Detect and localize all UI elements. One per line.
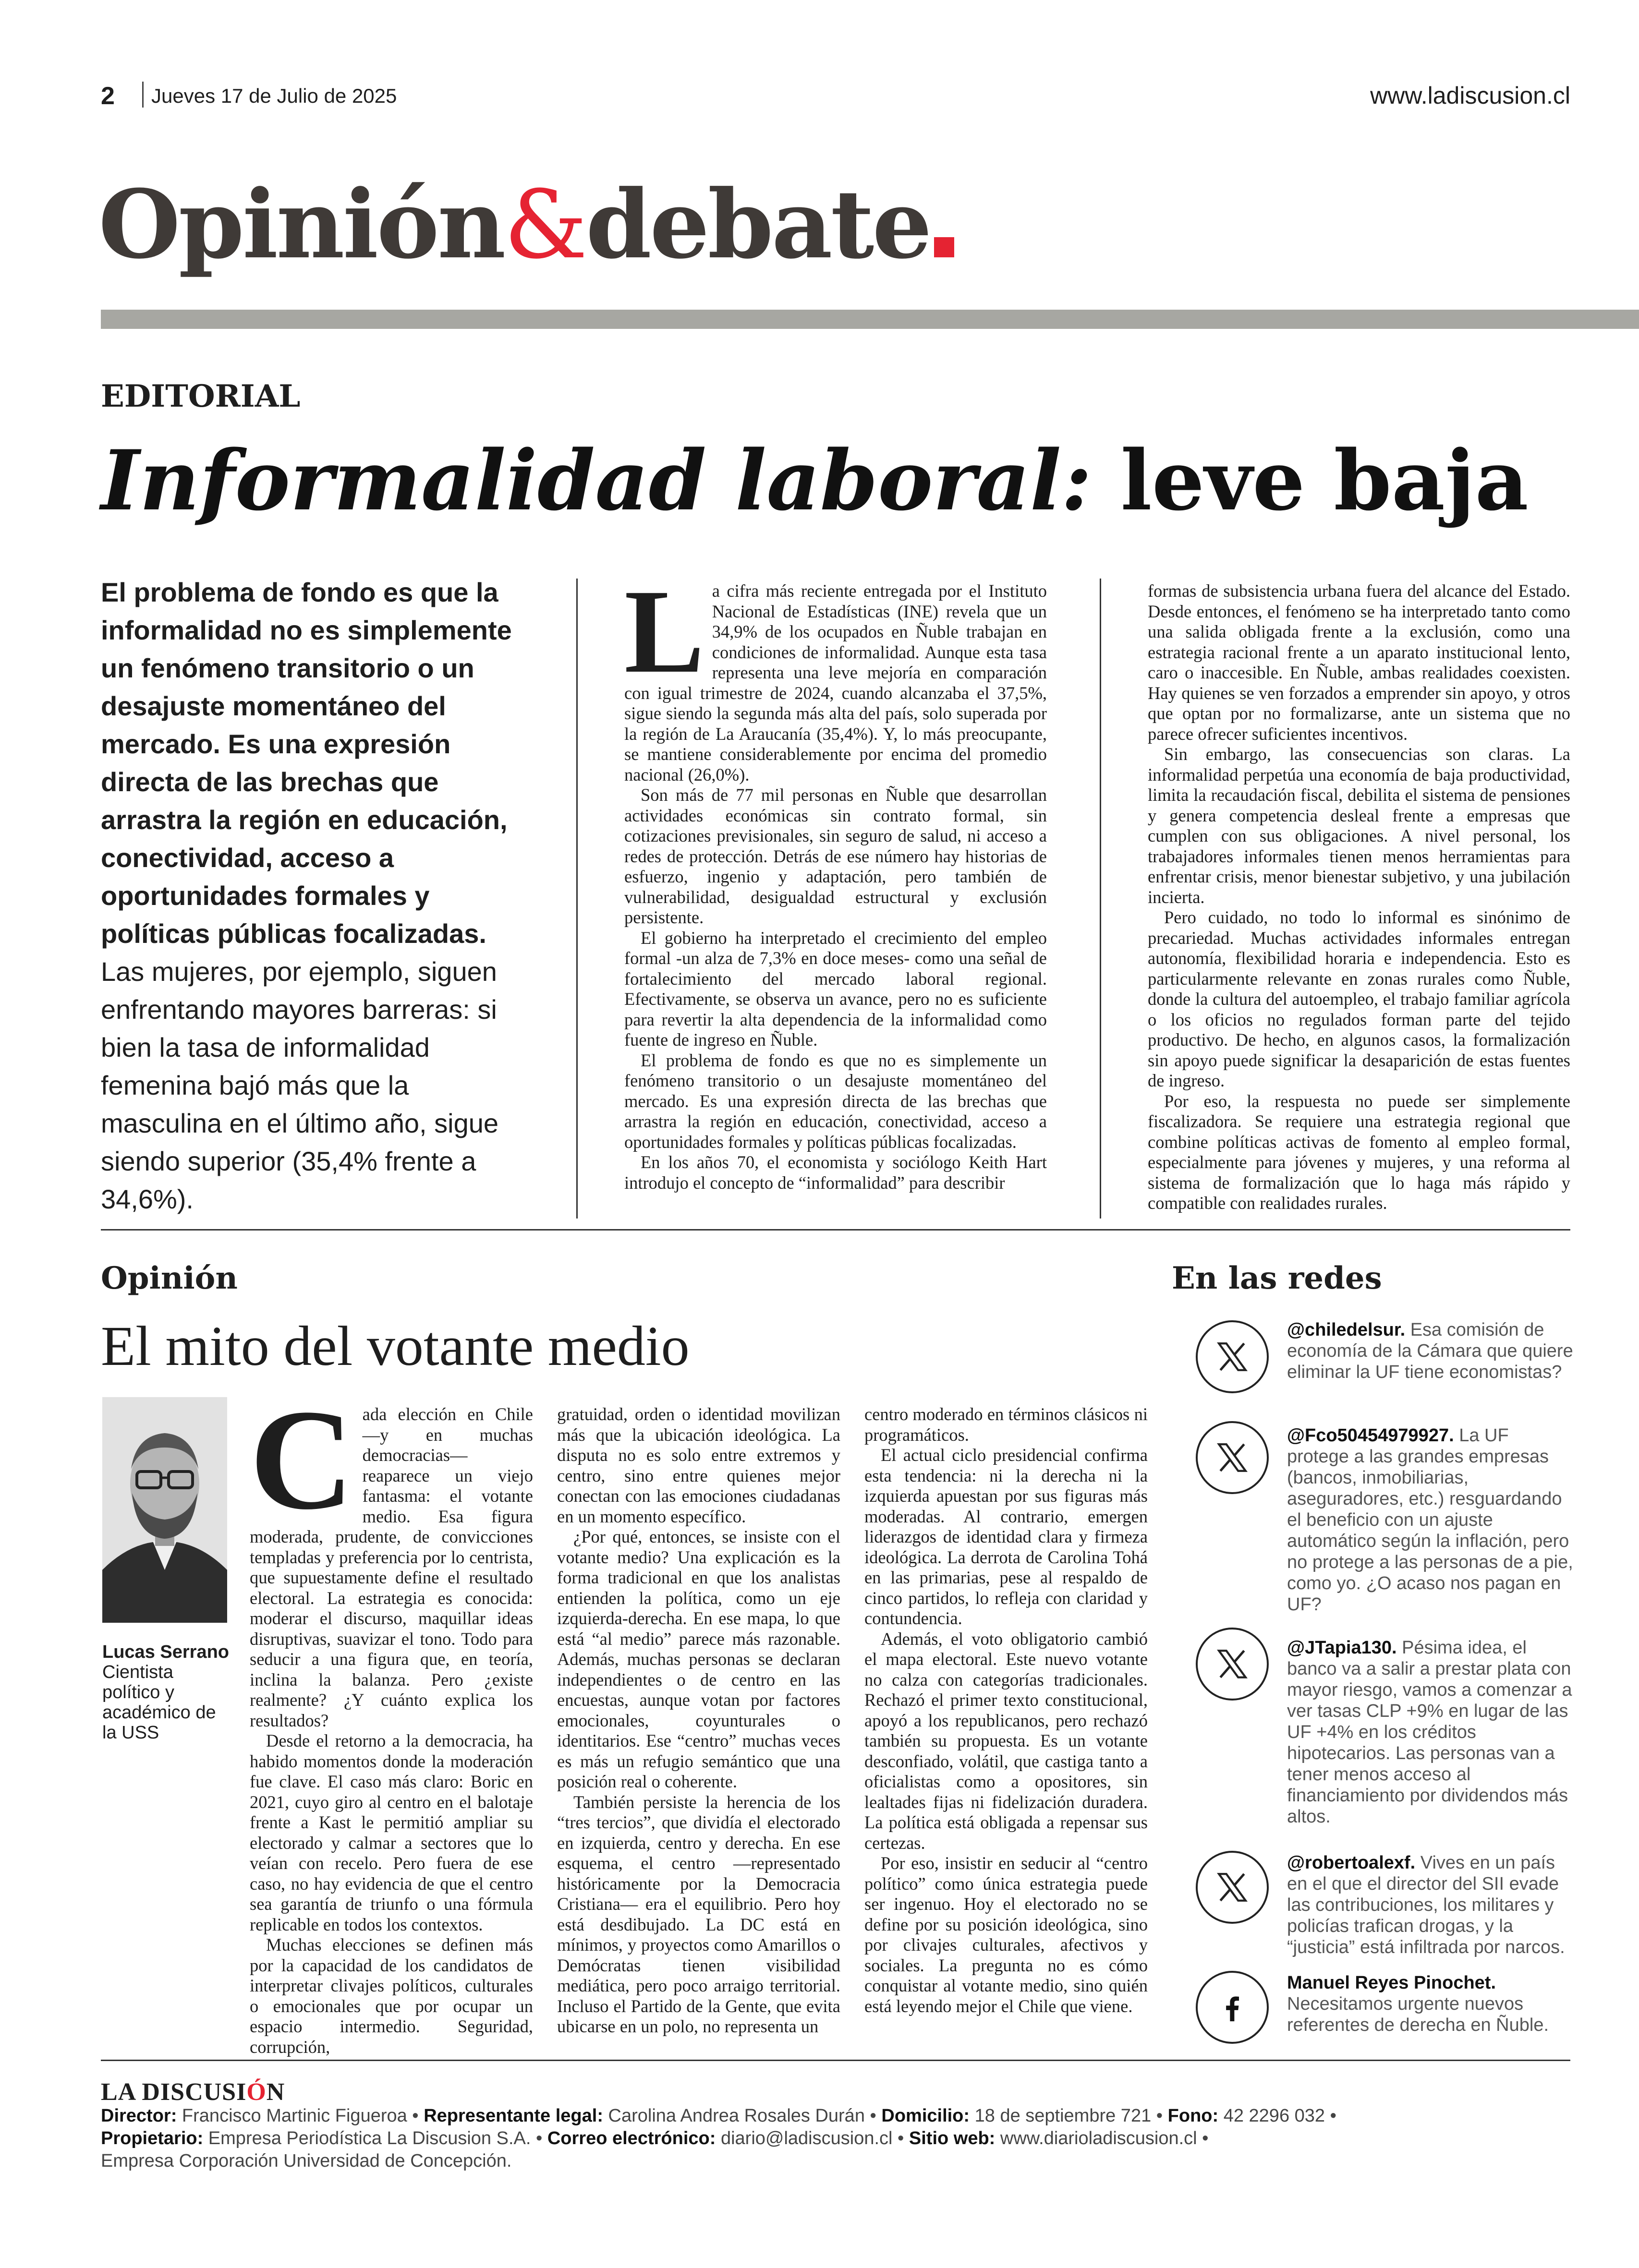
editorial-title-rest: leve baja (1092, 432, 1529, 529)
header-divider (142, 82, 144, 108)
footer-credits-line-1: Director: Francisco Martinic Figueroa • Representante legal: Carolina Andrea Rosales Durán • Domicilio: 18 de septiembre 721 • Fono: 42 2296 032 • (101, 2106, 1336, 2126)
author-name: Lucas Serrano (102, 1642, 229, 1662)
newspaper-logo: LA DISCUSIÓN (101, 2078, 285, 2106)
footer-divider (101, 2060, 1570, 2061)
paragraph: El problema de fondo es que no es simplemente un fenómeno transitorio o un desajuste momentáneo del mercado. Es una expresión directa de las brechas que arrastra la región en educación, conectividad, acceso a oportunidades formales y políticas públicas focalizadas. (624, 1050, 1047, 1152)
footer-credits-line-3: Empresa Corporación Universidad de Concepción. (101, 2151, 512, 2171)
post-handle[interactable]: @JTapia130. (1287, 1638, 1397, 1658)
footer-label: Representante legal: (424, 2106, 603, 2126)
paragraph: Por eso, la respuesta no puede ser simplemente fiscalizadora. Se requiere una estrategia regional que combine políticas activas de fomento al empleo formal, especialmente para jóvenes y mujeres, y una reforma al sistema de formalización que lo haga más rápido y compatible con realidades rurales. (1148, 1091, 1570, 1213)
social-post (1287, 1319, 1575, 1383)
footer-label: Director: (101, 2106, 177, 2126)
opinion-column-3 (864, 1404, 1148, 2016)
footer-credits-line-2: Propietario: Empresa Periodística La Discusion S.A. • Correo electrónico: diario@ladiscusion.cl • Sitio web: www.diarioladiscusion.cl • (101, 2128, 1209, 2148)
post-text: Necesitamos urgente nuevos referentes de derecha en Ñuble. (1287, 1994, 1549, 2035)
author-role: Cientista político y académico de la USS (102, 1662, 216, 1743)
opinion-title: El mito del votante medio (101, 1315, 690, 1377)
post-handle[interactable]: @robertoalexf. (1287, 1853, 1416, 1873)
editorial-title-italic: Informalidad laboral: (101, 432, 1092, 529)
social-post (1287, 1637, 1575, 1827)
author-portrait (102, 1397, 227, 1623)
paragraph: ¿Por qué, entonces, se insiste con el votante medio? Una explicación es la forma tradicional en que los analistas entienden la política, como un eje izquierda-derecha. En ese mapa, lo que está “al medio” parece más razonable. Además, muchas personas se declaran independientes o de centro en las encuestas, aunque votan por factores emocionales, coyunturales o identitarios. Ese “centro” muchas veces es más un refugio semántico que una posición real o coherente. (557, 1527, 840, 1791)
issue-date: Jueves 17 de Julio de 2025 (151, 84, 397, 107)
x-logo-icon[interactable] (1196, 1851, 1269, 1924)
post-handle[interactable]: @Fco50454979927. (1287, 1425, 1454, 1446)
footer-email[interactable]: diario@ladiscusion.cl • (716, 2128, 909, 2148)
editorial-title (101, 432, 1529, 529)
paragraph: El actual ciclo presidencial confirma esta tendencia: ni la derecha ni la izquierda apuestan por sus figuras más moderadas. Al contrario, emergen liderazgos de identidad clara y firmeza ideológica. La derrota de Carolina Tohá en las primarias, pese al respaldo de cinco partidos, lo refleja con claridad y contundencia. (864, 1445, 1148, 1628)
column-divider (1100, 579, 1101, 1218)
opinion-column-1 (250, 1380, 533, 2057)
post-handle[interactable]: @chiledelsur. (1287, 1320, 1406, 1340)
paragraph: La cifra más reciente entregada por el Instituto Nacional de Estadísticas (INE) revela que un 34,9% de los ocupados en Ñuble trabajan en condiciones de informalidad. Aunque esta tasa representa una leve mejoría en comparación con igual trimestre de 2024, cuando alcanzaba el 37,5%, sigue siendo la segunda más alta del país, solo superada por la región de La Araucanía (35,4%). Y, lo más preocupante, se mantiene considerablemente por encima del promedio nacional (26,0%). (624, 565, 1047, 784)
footer-label: Propietario: (101, 2128, 204, 2148)
masthead-rule (101, 310, 1639, 329)
paragraph: Pero cuidado, no todo lo informal es sinónimo de precariedad. Muchas actividades informales entregan autonomía, flexibilidad horaria e independencia. Esto es particularmente relevante en zonas rurales como Ñuble, donde la cultura del autoempleo, el trabajo familiar agrícola o los oficios no regulados forman parte del tejido productivo. De hecho, en algunos casos, la formalización sin apoyo puede significar la desaparición de estas fuentes de ingreso. (1148, 907, 1570, 1090)
social-post (1287, 1425, 1575, 1615)
drop-cap: C (250, 1380, 354, 1539)
column-divider (576, 579, 578, 1218)
paragraph: Muchas elecciones se definen más por la capacidad de los candidatos de interpretar clivajes políticos, culturales o emocionales que por ocupar un espacio intermedio. Seguridad, corrupción, (250, 1935, 533, 2057)
footer-label: Domicilio: (881, 2106, 970, 2126)
post-text: Vives en un país en el que el director del SII evade las contribuciones, los militares y policías trafican drogas, y la “justicia” está infiltrada por narcos. (1287, 1853, 1565, 1957)
social-post (1287, 1972, 1575, 2036)
paragraph: centro moderado en términos clásicos ni programáticos. (864, 1404, 1148, 1445)
editorial-column-1 (624, 565, 1047, 1193)
paragraph: El gobierno ha interpretado el crecimiento del empleo formal -un alza de 7,3% en doce meses- como una señal de fortalecimiento del mercado laboral regional. Efectivamente, se observa un avance, pero no es suficiente para revertir la alta dependencia de la informalidad como fuente de ingreso en Ñuble. (624, 928, 1047, 1050)
paragraph: En los años 70, el economista y sociólogo Keith Hart introdujo el concepto de “informalidad” para describir (624, 1152, 1047, 1193)
paragraph: Además, el voto obligatorio cambió el mapa electoral. Este nuevo votante no calza con categorías tradicionales. Rechazó el primer texto constitucional, apoyó a los republicanos, pero rechazó también su propuesta. Es un votante desconfiado, volátil, que castiga tanto a oficialistas como a opositores, sin lealtades fijas ni fidelización duradera. La política está obligada a repensar sus certezas. (864, 1629, 1148, 1853)
editorial-column-2 (1148, 581, 1570, 1214)
x-logo-icon[interactable] (1196, 1421, 1269, 1494)
footer-label: Fono: (1167, 2106, 1219, 2126)
post-text: Pésima idea, el banco va a salir a prestar plata con mayor riesgo, vamos a comenzar a ver tasas CLP +9% en lugar de las UF +4% en los créditos hipotecarios. Las personas van a tener menos acceso al financiamiento por dividendos más altos. (1287, 1638, 1572, 1827)
masthead-ampersand: & (504, 170, 586, 280)
social-label: En las redes (1172, 1260, 1382, 1296)
post-text: La UF protege a las grandes empresas (bancos, inmobiliarias, aseguradores, etc.) resguardando el beneficio con un ajuste automático según la inflación, pero no protege a las personas de a pie, como yo. ¿O acaso nos pagan en UF? (1287, 1425, 1573, 1615)
paragraph: Desde el retorno a la democracia, ha habido momentos donde la moderación fue clave. El caso más claro: Boric en 2021, cuyo giro al centro en el balotaje frente a Kast le permitió ampliar su electorado y calmar a sectores que lo veían con recelo. Pero fuera de ese caso, no hay evidencia de que el centro sea garantía de triunfo o una fórmula replicable en todos los contextos. (250, 1731, 533, 1934)
facebook-logo-icon[interactable] (1196, 1971, 1269, 2044)
post-handle[interactable]: Manuel Reyes Pinochet. (1287, 1973, 1496, 1993)
editorial-lead-normal: Las mujeres, por ejemplo, siguen enfrentando mayores barreras: si bien la tasa de informalidad femenina bajó más que la masculina en el último año, sigue siendo superior (35,4% frente a 34,6%). (101, 956, 499, 1214)
paragraph: Cada elección en Chile —y en muchas democracias— reaparece un viejo fantasma: el votante medio. Esa figura moderada, prudente, de convicciones templadas y preferencia por lo centrista, que supuestamente define el resultado electoral. La estrategia es conocida: moderar el discurso, maquillar ideas disruptivas, suavizar el tono. Todo para seducir a una figura que, en teoría, inclina la balanza. Pero ¿existe realmente? ¿Y cuánto explica los resultados? (250, 1380, 533, 1730)
opinion-column-2 (557, 1404, 840, 2037)
masthead-part1: Opinión (98, 169, 504, 280)
paragraph: formas de subsistencia urbana fuera del alcance del Estado. Desde entonces, el fenómeno se ha interpretado tanto como una salida obligada frente a la exclusión, como una estrategia racional frente a un aparato institucional lento, caro o inaccesible. En Ñuble, ambas realidades coexisten. Hay quienes se ven forzados a emprender sin apoyo, y otros que optan por no formalizarse, ante un sistema que no parece ofrecer suficientes incentivos. (1148, 581, 1570, 744)
drop-cap: L (624, 565, 704, 698)
site-url[interactable]: www.ladiscusion.cl (1370, 82, 1570, 109)
author-photo (102, 1397, 227, 1623)
section-divider (101, 1229, 1570, 1231)
paragraph: También persiste la herencia de los “tres tercios”, que dividía el electorado en izquierda, centro y derecha. En ese esquema, el centro —representado históricamente por la Democracia Cristiana— era el equilibrio. Pero hoy está desdibujado. La DC está en mínimos, y proyectos como Amarillos o Demócratas tienen visibilidad mediática, pero poco arraigo territorial. Incluso el Partido de la Gente, que evita ubicarse en un polo, no representa un (557, 1792, 840, 2036)
footer-label: Sitio web: (909, 2128, 996, 2148)
opinion-label: Opinión (101, 1260, 238, 1296)
editorial-lead-bold: El problema de fondo es que la informalidad no es simplemente un fenómeno transitorio o un desajuste momentáneo del mercado. Es una expresión directa de las brechas que arrastra la región en educación, conectividad, acceso a oportunidades formales y políticas públicas focalizadas. (101, 577, 512, 949)
section-masthead (98, 169, 954, 280)
paragraph: Son más de 77 mil personas en Ñuble que desarrollan actividades económicas sin contrato formal, sin cotizaciones previsionales, sin seguro de salud, ni acceso a redes de protección. Detrás de ese número hay historias de esfuerzo, ingenio y adaptación, pero también de vulnerabilidad, desigualdad estructural y exclusión persistente. (624, 785, 1047, 927)
footer-label: Correo electrónico: (547, 2128, 716, 2148)
paragraph: Por eso, insistir en seducir al “centro político” como única estrategia puede ser ingenuo. Hoy el electorado no se define por su posición ideológica, sino por clivajes culturales, afectivos y sociales. La pregunta no es cómo conquistar al votante medio, sino quién está leyendo mejor el Chile que viene. (864, 1853, 1148, 2016)
masthead-red-dot (934, 237, 954, 257)
editorial-label: EDITORIAL (101, 378, 301, 414)
footer-website[interactable]: www.diarioladiscusion.cl • (995, 2128, 1209, 2148)
paragraph: Sin embargo, las consecuencias son claras. La informalidad perpetúa una economía de baja productividad, limita la recaudación fiscal, debilita el sistema de pensiones y genera competencia desleal frente a empresas que cumplen con sus obligaciones. A nivel personal, los trabajadores informales tienen menos herramientas para enfrentar crisis, menor bienestar subjetivo, y una jubilación incierta. (1148, 744, 1570, 907)
post-text: Esa comisión de economía de la Cámara que quiere eliminar la UF tiene economistas? (1287, 1320, 1573, 1382)
social-post (1287, 1852, 1575, 1958)
editorial-lead (101, 574, 533, 1218)
masthead-part2: debate (585, 169, 930, 280)
paragraph: gratuidad, orden o identidad movilizan más que la ubicación ideológica. La disputa no es solo entre extremos y centro, sino entre quienes mejor conectan con las emociones ciudadanas en un momento específico. (557, 1404, 840, 1526)
x-logo-icon[interactable] (1196, 1320, 1269, 1393)
page-number: 2 (101, 82, 115, 110)
x-logo-icon[interactable] (1196, 1628, 1269, 1701)
